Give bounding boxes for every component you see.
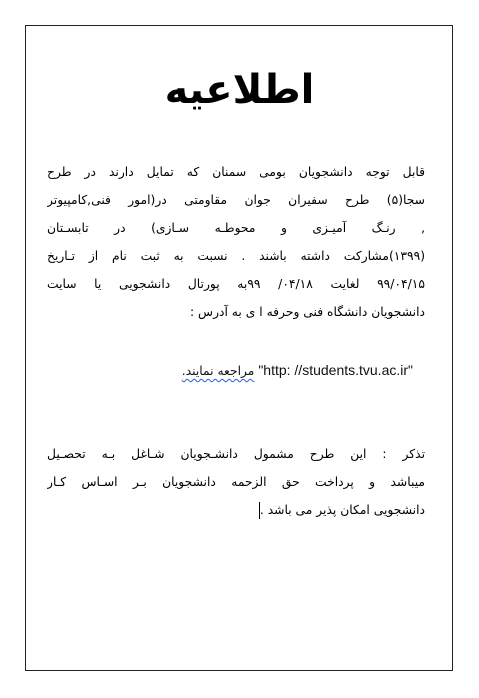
paragraph-line: تذکر : این طرح مشمول دانشـجویان شـاغل بـه تحصـیل xyxy=(47,447,425,461)
document-title: اطلاعیه xyxy=(164,67,315,113)
announcement-paragraph xyxy=(47,158,425,326)
paragraph-line: (۱۳۹۹)مشارکت داشته باشند . نسبت به ثبت نام از تـاریخ xyxy=(47,249,425,263)
page-border xyxy=(25,25,453,671)
paragraph-line: , رنـگ آمیـزی و محوطـه سـازی) در تابسـتان xyxy=(47,221,425,235)
note-paragraph xyxy=(47,440,425,524)
paragraph-line xyxy=(47,496,425,524)
paragraph-line: میباشد و پرداخت حق الزحمه دانشجویان بـر اسـاس کـار xyxy=(47,475,425,489)
website-line xyxy=(113,356,413,385)
website-url[interactable]: "http: //students.tvu.ac.ir" xyxy=(258,362,413,378)
paragraph-line: ۹۹/۰۴/۱۵ لغایت ۰۴/۱۸/ ۹۹به پورتال دانشجویی یا سایت xyxy=(47,277,425,291)
paragraph-line: سجا(۵) طرح سفیران جوان مقاومتی در(امور فنی,کامپیوتر xyxy=(47,193,425,207)
paragraph-line: قابل توجه دانشجویان بومی سمنان که تمایل دارند در طرح xyxy=(47,165,425,179)
paragraph-line-text: دانشجویی امکان پذیر می باشد . xyxy=(259,503,425,517)
refer-text: مراجعه نمایند. xyxy=(181,364,255,378)
paragraph-line: دانشجویان دانشگاه فنی وحرفه ا ی به آدرس : xyxy=(190,305,425,319)
